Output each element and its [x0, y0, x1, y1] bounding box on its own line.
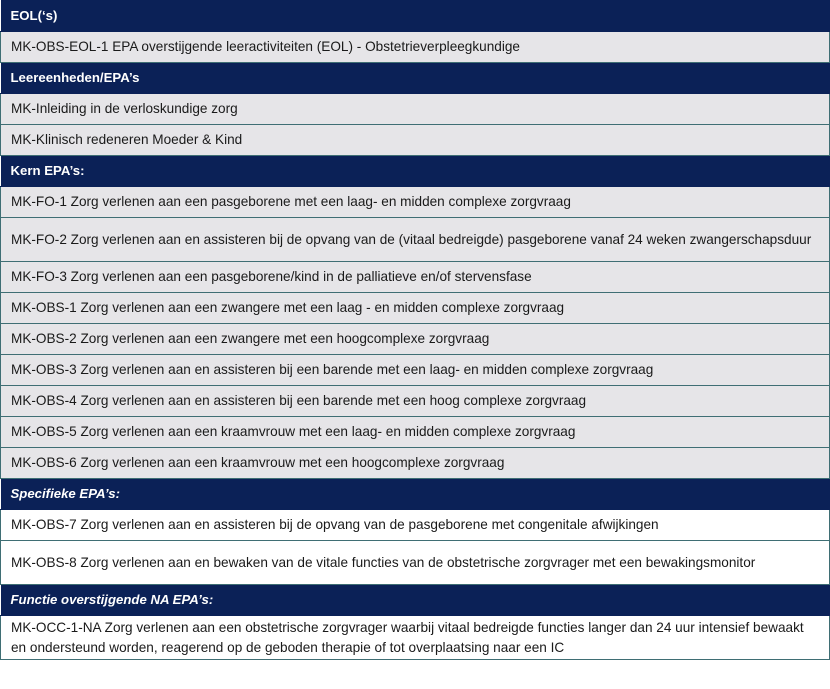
epa-item: MK-FO-1 Zorg verlenen aan een pasgeborene met een laag- en midden complexe zorgvraag [1, 187, 830, 218]
table-row [1, 386, 830, 417]
section-header-row [1, 63, 830, 94]
table-row [1, 218, 830, 262]
epa-item: MK-OBS-1 Zorg verlenen aan een zwangere met een laag - en midden complexe zorgvraag [1, 293, 830, 324]
epa-item: MK-FO-2 Zorg verlenen aan en assisteren bij de opvang van de (vitaal bedreigde) pasgeborene vanaf 24 weken zwangerschapsduur [1, 218, 830, 262]
epa-item: MK-OBS-6 Zorg verlenen aan een kraamvrouw met een hoogcomplexe zorgvraag [1, 448, 830, 479]
section-header: Kern EPA’s: [1, 156, 830, 187]
epa-item: MK-OBS-8 Zorg verlenen aan en bewaken van de vitale functies van de obstetrische zorgvrager met een bewakingsmonitor [1, 541, 830, 585]
section-header-row [1, 479, 830, 510]
table-row [1, 94, 830, 125]
epa-item: MK-OBS-7 Zorg verlenen aan en assisteren bij de opvang van de pasgeborene met congenitale afwijkingen [1, 510, 830, 541]
table-row [1, 355, 830, 386]
table-row [1, 448, 830, 479]
table-row [1, 324, 830, 355]
table-row [1, 187, 830, 218]
section-header-row [1, 585, 830, 616]
table-row [1, 262, 830, 293]
section-header-row [1, 1, 830, 32]
table-row [1, 125, 830, 156]
table-row [1, 541, 830, 585]
section-header: Functie overstijgende NA EPA’s: [1, 585, 830, 616]
table-row [1, 417, 830, 448]
epa-item: MK-FO-3 Zorg verlenen aan een pasgeborene/kind in de palliatieve en/of stervensfase [1, 262, 830, 293]
table-row [1, 616, 830, 660]
epa-item: MK-OBS-5 Zorg verlenen aan een kraamvrouw met een laag- en midden complexe zorgvraag [1, 417, 830, 448]
table-body [1, 1, 830, 660]
section-header: Leereenheden/EPA’s [1, 63, 830, 94]
table-row [1, 293, 830, 324]
epa-item: MK-OBS-2 Zorg verlenen aan een zwangere met een hoogcomplexe zorgvraag [1, 324, 830, 355]
epa-item: MK-Inleiding in de verloskundige zorg [1, 94, 830, 125]
table-row [1, 510, 830, 541]
section-header: EOL(‘s) [1, 1, 830, 32]
table-row [1, 32, 830, 63]
epa-item: MK-OCC-1-NA Zorg verlenen aan een obstetrische zorgvrager waarbij vitaal bedreigde functies langer dan 24 uur intensief bewaakt en ondersteund worden, reagerend op de geboden therapie of tot overplaatsing naar een IC [1, 616, 830, 660]
epa-item: MK-OBS-3 Zorg verlenen aan en assisteren bij een barende met een laag- en midden complexe zorgvraag [1, 355, 830, 386]
epa-item: MK-OBS-EOL-1 EPA overstijgende leeractiviteiten (EOL) - Obstetrieverpleegkundige [1, 32, 830, 63]
section-header-row [1, 156, 830, 187]
section-header: Specifieke EPA’s: [1, 479, 830, 510]
epa-item: MK-OBS-4 Zorg verlenen aan en assisteren bij een barende met een hoog complexe zorgvraag [1, 386, 830, 417]
epa-item: MK-Klinisch redeneren Moeder & Kind [1, 125, 830, 156]
